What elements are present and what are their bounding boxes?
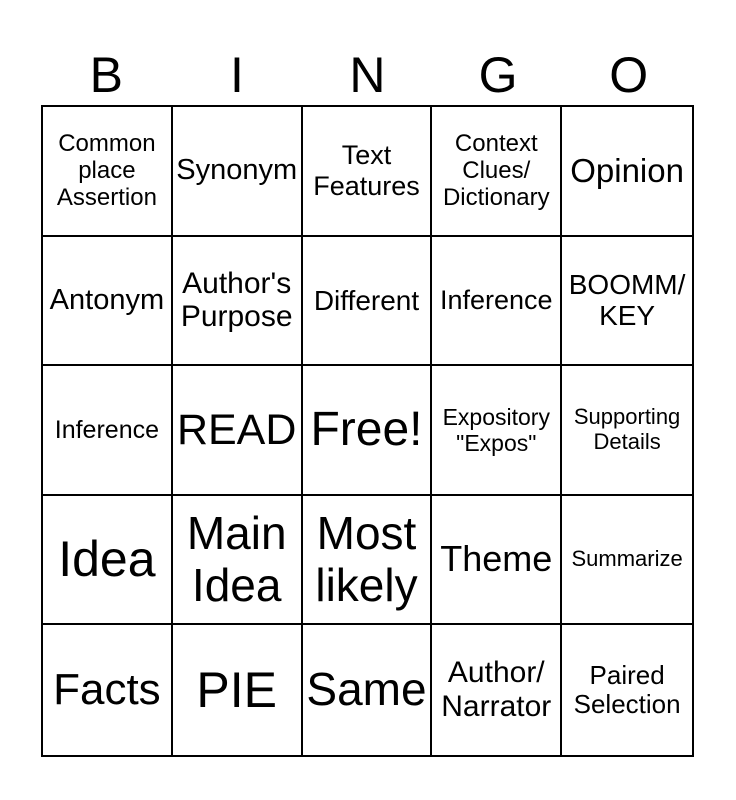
bingo-cell[interactable]: Common place Assertion xyxy=(43,107,173,237)
bingo-title-letter-i: I xyxy=(229,47,244,103)
bingo-cell[interactable]: Antonym xyxy=(43,237,173,367)
bingo-title-letter-g: G xyxy=(478,47,518,103)
bingo-cell[interactable]: Opinion xyxy=(562,107,692,237)
bingo-cell[interactable]: Different xyxy=(303,237,433,367)
bingo-cell[interactable]: Supporting Details xyxy=(562,366,692,496)
bingo-cell[interactable]: Facts xyxy=(43,625,173,755)
bingo-cell[interactable]: PIE xyxy=(173,625,303,755)
bingo-cell[interactable]: Inference xyxy=(43,366,173,496)
bingo-cell[interactable]: Context Clues/ Dictionary xyxy=(432,107,562,237)
bingo-title xyxy=(41,36,694,103)
bingo-cell[interactable]: Paired Selection xyxy=(562,625,692,755)
bingo-title-letter-n: N xyxy=(349,47,386,103)
bingo-cell[interactable]: Author's Purpose xyxy=(173,237,303,367)
bingo-cell[interactable]: Expository "Expos" xyxy=(432,366,562,496)
bingo-cell[interactable]: READ xyxy=(173,366,303,496)
bingo-cell[interactable]: Inference xyxy=(432,237,562,367)
bingo-cell[interactable]: Synonym xyxy=(173,107,303,237)
bingo-cell[interactable]: Idea xyxy=(43,496,173,626)
bingo-cell[interactable]: Main Idea xyxy=(173,496,303,626)
bingo-card-grid xyxy=(41,105,694,757)
bingo-cell[interactable]: Same xyxy=(303,625,433,755)
bingo-title-letter-b: B xyxy=(89,47,123,103)
bingo-cell[interactable]: Summarize xyxy=(562,496,692,626)
bingo-title-letter-o: O xyxy=(609,47,649,103)
bingo-cell[interactable]: Author/ Narrator xyxy=(432,625,562,755)
bingo-cell[interactable]: BOOMM/ KEY xyxy=(562,237,692,367)
bingo-cell[interactable]: Most likely xyxy=(303,496,433,626)
bingo-cell-free[interactable]: Free! xyxy=(303,366,433,496)
bingo-cell[interactable]: Theme xyxy=(432,496,562,626)
bingo-cell[interactable]: Text Features xyxy=(303,107,433,237)
